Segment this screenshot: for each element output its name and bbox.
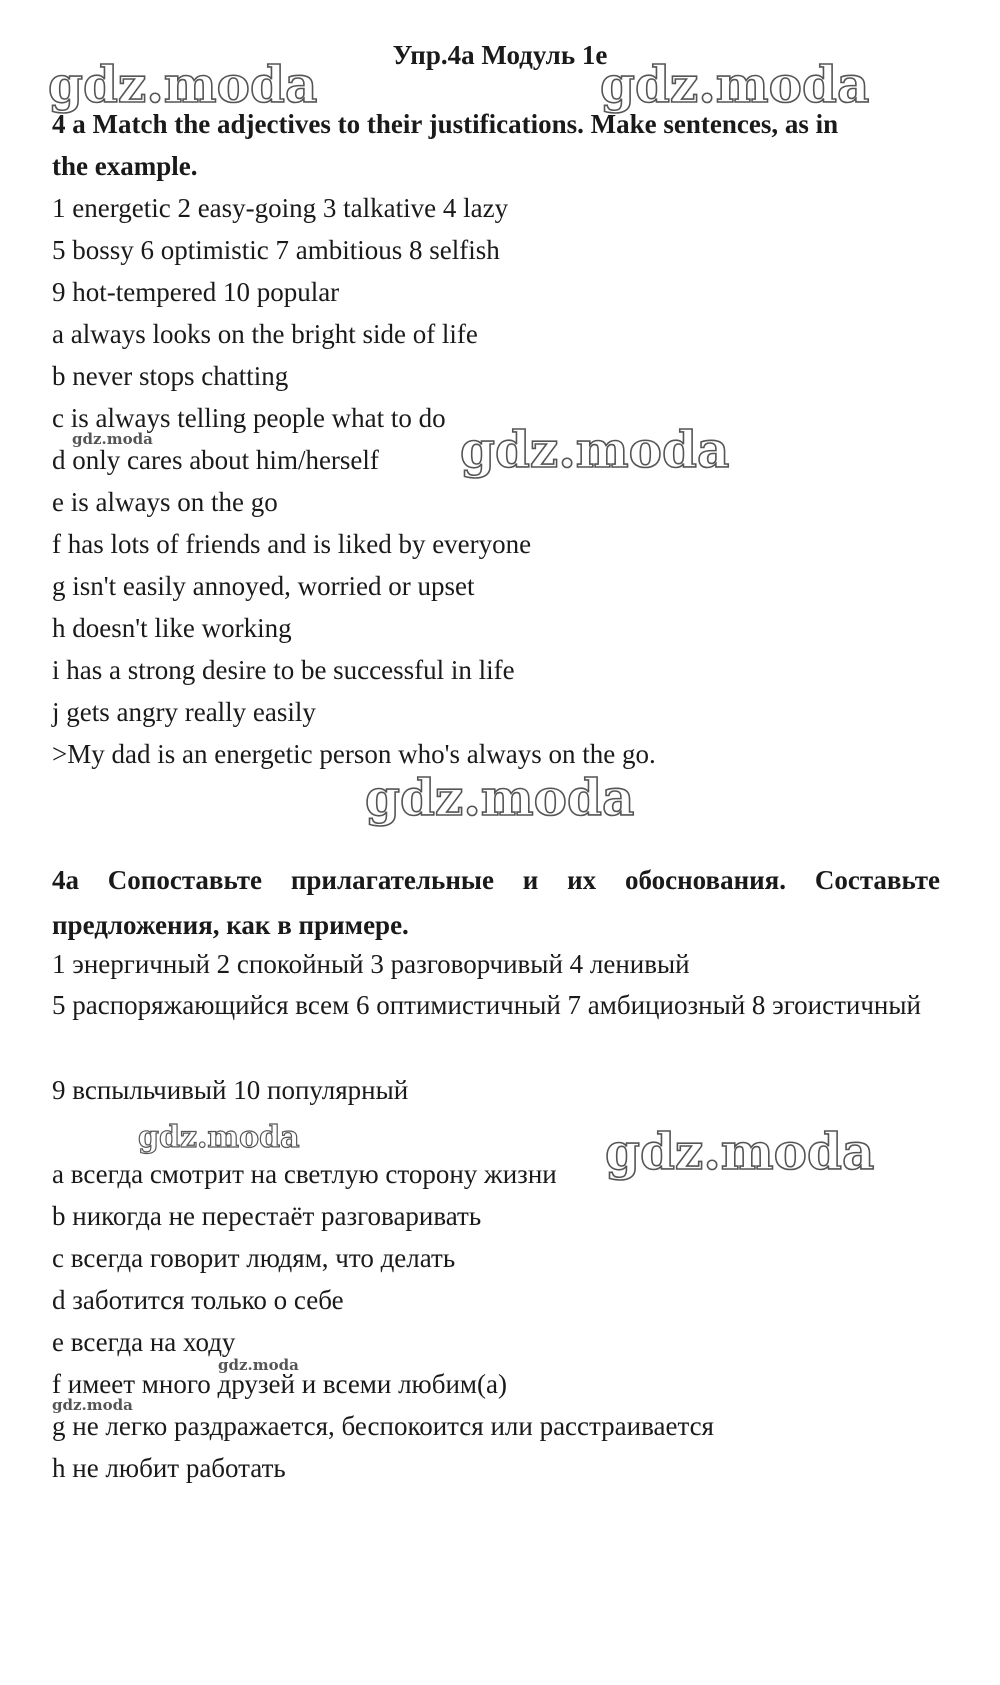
list-item: 9 вспыльчивый 10 популярный <box>52 1075 409 1105</box>
list-item: с всегда говорит людям, что делать <box>52 1243 456 1273</box>
list-item: a always looks on the bright side of life <box>52 319 478 349</box>
russian-instruction: 4а Сопоставьте прилагательные и их обоснования. Составьте предложения, как в примере. <box>52 865 940 940</box>
list-item: е всегда на ходу <box>52 1327 236 1357</box>
watermark: gdz.moda <box>600 55 870 114</box>
list-item: h не любит работать <box>52 1453 286 1483</box>
list-item: 1 энергичный 2 спокойный 3 разговорчивый 4 ленивый <box>52 949 690 979</box>
list-item: b никогда не перестаёт разговаривать <box>52 1201 482 1231</box>
list-item: j gets angry really easily <box>52 697 316 727</box>
page-title: Упр.4а Модуль 1е <box>392 40 608 70</box>
list-item: d only cares about him/herself <box>52 445 379 475</box>
list-item: 1 energetic 2 easy-going 3 talkative 4 lazy <box>52 193 509 223</box>
list-item: c is always telling people what to do <box>52 403 446 433</box>
list-item: d заботится только о себе <box>52 1285 344 1315</box>
list-item: f имеет много друзей и всеми любим(а) <box>52 1369 507 1399</box>
list-item: 5 распоряжающийся всем 6 оптимистичный 7 амбициозный 8 эгоистичный <box>52 990 921 1020</box>
watermark: gdz.moda <box>460 420 730 479</box>
list-item: 9 hot-tempered 10 popular <box>52 277 340 307</box>
english-instruction: 4 a Match the adjectives to their justifications. Make sentences, as in <box>52 109 839 139</box>
watermark: gdz.moda <box>138 1120 300 1155</box>
list-item: e is always on the go <box>52 487 278 517</box>
list-item: i has a strong desire to be successful in life <box>52 655 515 685</box>
watermark: gdz.moda <box>52 1396 133 1414</box>
watermark: gdz.moda <box>365 768 635 827</box>
example-sentence: >My dad is an energetic person who's always on the go. <box>52 739 656 769</box>
list-item: g не легко раздражается, беспокоится или расстраивается <box>52 1411 714 1441</box>
list-item: f has lots of friends and is liked by everyone <box>52 529 532 559</box>
watermark: gdz.moda <box>605 1122 875 1181</box>
list-item: g isn't easily annoyed, worried or upset <box>52 571 475 601</box>
watermark: gdz.moda <box>72 430 153 448</box>
list-item: а всегда смотрит на светлую сторону жизни <box>52 1159 557 1189</box>
english-instruction: the example. <box>52 151 198 181</box>
list-item: 5 bossy 6 optimistic 7 ambitious 8 selfish <box>52 235 500 265</box>
list-item: b never stops chatting <box>52 361 289 391</box>
list-item: h doesn't like working <box>52 613 292 643</box>
watermark: gdz.moda <box>48 55 318 114</box>
watermark: gdz.moda <box>218 1356 299 1374</box>
